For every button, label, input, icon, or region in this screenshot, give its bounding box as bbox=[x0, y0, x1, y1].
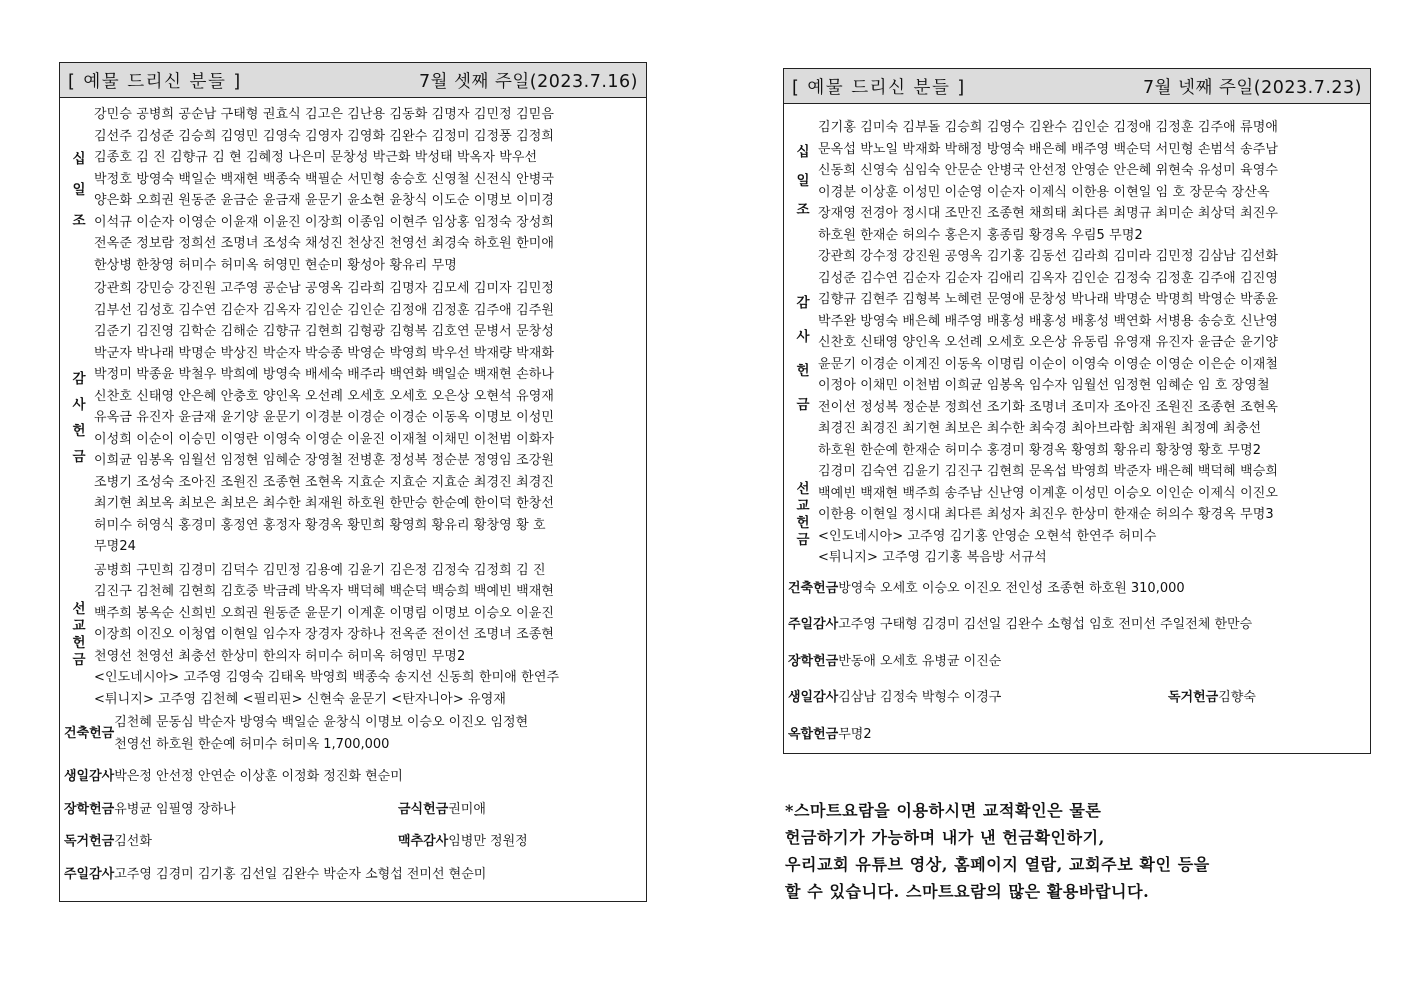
notice-line-4: 할 수 있습니다. 스마트요람의 많은 활용바랍니다. bbox=[785, 882, 1150, 901]
panel-title: [ 예물 드리신 분들 ] bbox=[792, 77, 966, 98]
elderly-names: 김선화 bbox=[114, 834, 152, 849]
notice-line-2: 헌금하기가 가능하며 내가 낸 헌금확인하기, bbox=[785, 828, 1105, 847]
offering-list-week3 bbox=[59, 62, 647, 902]
scholarship-fasting-row bbox=[64, 799, 642, 821]
tithe-names: 김기홍 김미숙 김부돌 김승희 김영수 김완수 김인순 김정애 김정훈 김주애 류명애 문옥섭 박노일 박재화 박해정 방영숙 배은혜 배주영 백순덕 서민형 손범석 송주남 신동희 신영숙 심임숙 안문순 안병국 안선정 안영순 안은혜 위현숙 유성미 육영수 이경분 이상훈 이성민 이순영 이순자 이제식 이한용 이현일 임 호 장문숙 장산옥 장재영 전경아 정시대 조만진 조종현 채희태 최다른 최명규 최미순 최상덕 최진우 하호원 한재순 허의수 홍은지 홍종림 황경옥 우림5 무명2 bbox=[818, 120, 1279, 243]
notice-line-3: 우리교회 유튜브 영상, 홈페이지 열람, 교회주보 확인 등을 bbox=[785, 855, 1210, 874]
tithe-label: 십 일 조 bbox=[796, 144, 810, 218]
building-names: 김천혜 문동심 박순자 방영숙 백일순 윤창식 이명보 이승오 이진오 임정현 천영선 하호원 한순예 허미수 허미옥 1,700,000 bbox=[114, 715, 529, 752]
elderly-label: 독거헌금 bbox=[1168, 690, 1219, 705]
elderly-barley-row bbox=[64, 831, 642, 853]
elderly-label: 독거헌금 bbox=[64, 834, 115, 849]
panel-body bbox=[60, 98, 646, 885]
offering-list-week4 bbox=[783, 68, 1371, 754]
tithe-label: 십 일 조 bbox=[72, 150, 86, 229]
birthday-label: 생일감사 bbox=[64, 769, 115, 784]
building-label: 건축헌금 bbox=[64, 725, 115, 741]
tithe-names: 강민승 공병희 공순남 구태형 권효식 김고은 김난용 김동화 김명자 김민정 김믿음 김선주 김성준 김승희 김영민 김영숙 김영자 김영화 김완수 김정미 김정풍 김정희 김종호 김 진 김향규 김 현 김혜정 나은미 문창성 박근화 박성태 박옥자 박우선 박정호 방영숙 백일순 백재현 백종숙 백필순 서민형 송승호 신영철 신전식 안병국 양은화 오희권 원동준 윤금순 윤금재 윤문기 윤소현 윤창식 이도순 이명보 이미경 이석규 이순자 이영순 이윤재 이윤진 이장희 이종임 이현주 임상홍 임정숙 장성희 전옥준 정보람 정희선 조명녀 조성숙 채성진 천상진 천영선 최경숙 하호원 한미애 한상병 한창영 허미수 허미옥 허영민 현순미 황성아 황유리 무명 bbox=[94, 107, 555, 273]
scholarship-names: 유병균 임필영 장하나 bbox=[114, 801, 236, 817]
building-row bbox=[64, 712, 642, 755]
panel-date: 7월 셋째 주일(2023.7.16) bbox=[418, 71, 638, 92]
thanks-names: 강관희 강수정 강진원 공영옥 김기홍 김동선 김라희 김미라 김민정 김삼남 김선화 김성준 김수연 김순자 김순자 김애리 김옥자 김인순 김정숙 김정훈 김주애 김진영 김향규 김현주 김형복 노혜련 문영애 문창성 박나래 박명순 박명희 박영순 박종윤 박주완 방영숙 배은혜 배주영 배홍성 배홍성 배홍성 백연화 서병용 송승호 신난영 신찬호 신태영 양인옥 오선례 오세호 오은상 유동림 유영재 유진자 윤금순 윤기양 윤문기 이경순 이계진 이동옥 이명림 이순이 이영숙 이영순 이영순 이은순 이재철 이정아 이채민 이천범 이희균 임봉옥 임수자 임월선 임정현 임혜순 임 호 장영철 전이선 정성복 정순분 정희선 조기화 조명녀 조미자 조아진 조원진 조종현 조현옥 최경진 최경진 최기현 최보은 최수한 최숙경 최아브라함 최재원 최정예 최충선 하호원 한순예 한재순 허미수 홍경미 황경옥 황영희 황유리 황창영 황호 무명2 bbox=[818, 249, 1279, 458]
birthday-names: 박은정 안선정 안연순 이상훈 이정화 정진화 현순미 bbox=[114, 769, 403, 784]
thanks-section bbox=[788, 246, 1366, 461]
sunday-names: 고주영 구태형 김경미 김선일 김완수 소형섭 임호 전미선 주일전체 한만승 bbox=[838, 617, 1253, 632]
sunday-row bbox=[64, 864, 642, 886]
building-row bbox=[788, 578, 1366, 600]
mission-label: 선 교 헌 금 bbox=[796, 480, 810, 548]
panel-header bbox=[784, 69, 1370, 104]
mission-section bbox=[788, 461, 1366, 569]
fasting-names: 권미애 bbox=[448, 801, 486, 817]
sunday-names: 고주영 김경미 김기홍 김선일 김완수 박순자 소형섭 전미선 현순미 bbox=[114, 866, 487, 882]
smart-yoram-notice bbox=[785, 797, 1325, 905]
thanks-section bbox=[64, 278, 642, 558]
panel-header bbox=[60, 63, 646, 98]
mission-names: 공병희 구민희 김경미 김덕수 김민정 김용예 김윤기 김은정 김정숙 김정희 김 진 김진구 김천혜 김현희 김호중 박금례 박옥자 백덕혜 백순덕 백승희 백예빈 백재현 백주희 봉옥순 신희빈 오희권 원동준 윤문기 이계훈 이명림 이명보 이승오 이윤진 이장희 이진오 이청엽 이현일 임수자 장경자 장하나 전옥준 전이선 조명녀 조종현 천영선 천영선 최충선 한상미 한의자 허미수 허미옥 허영민 무명2 <인도네시아> 고주영 김영숙 김태옥 박영희 백종숙 송지선 신동희 한미애 한연주 <튀니지> 고주영 김천혜 <필리핀> 신현숙 윤문기 <탄자니아> 유영재 bbox=[94, 562, 560, 707]
tithe-section bbox=[64, 104, 642, 276]
scholarship-label: 장학헌금 bbox=[788, 653, 839, 669]
sunday-label: 주일감사 bbox=[788, 617, 839, 632]
fasting-label: 금식헌금 bbox=[398, 801, 449, 817]
tithe-section bbox=[788, 117, 1366, 246]
thanks-label: 감 사 헌 금 bbox=[796, 294, 810, 413]
okhap-label: 옥합헌금 bbox=[788, 726, 839, 742]
scholarship-label: 장학헌금 bbox=[64, 801, 115, 817]
panel-date: 7월 넷째 주일(2023.7.23) bbox=[1142, 77, 1362, 98]
mission-section bbox=[64, 560, 642, 711]
sunday-label: 주일감사 bbox=[64, 866, 115, 882]
barley-names: 임병만 정원정 bbox=[448, 834, 528, 849]
sunday-row bbox=[788, 614, 1366, 636]
okhap-row bbox=[788, 724, 1366, 746]
birthday-label: 생일감사 bbox=[788, 690, 839, 705]
elderly-names: 김향숙 bbox=[1218, 690, 1256, 705]
panel-body bbox=[784, 104, 1370, 745]
birthday-names: 김삼남 김정숙 박형수 이경구 bbox=[838, 690, 1002, 705]
thanks-label: 감 사 헌 금 bbox=[72, 370, 86, 465]
scholarship-row bbox=[788, 651, 1366, 673]
mission-names: 김경미 김숙연 김윤기 김진구 김현희 문옥섭 박영희 박준자 배은혜 백덕혜 백승희 백예빈 백재현 백주희 송주남 신난영 이계훈 이성민 이승오 이인순 이제식 이진오 이한용 이현일 정시대 최다른 최성자 최진우 한상미 한재순 허의수 황경옥 무명3 <인도네시아> 고주영 김기홍 안영순 오현석 한연주 허미수 <튀니지> 고주영 김기홍 복음방 서규석 bbox=[818, 464, 1279, 565]
birthday-row bbox=[64, 766, 642, 788]
barley-label: 맥추감사 bbox=[398, 834, 449, 849]
scholarship-names: 반동애 오세호 유병균 이진순 bbox=[838, 653, 1002, 669]
mission-label: 선 교 헌 금 bbox=[72, 600, 86, 668]
building-label: 건축헌금 bbox=[788, 580, 839, 596]
okhap-names: 무명2 bbox=[838, 726, 872, 742]
notice-line-1: *스마트요람을 이용하시면 교적확인은 물론 bbox=[785, 801, 1102, 820]
thanks-names: 강관희 강민승 강진원 고주영 공순남 공영옥 김라희 김명자 김모세 김미자 김민정 김부선 김성호 김수연 김순자 김옥자 김인순 김인순 김정애 김정훈 김주애 김주원 김준기 김진영 김학순 김해순 김향규 김현희 김형광 김형복 김호연 문병서 문창성 박군자 박나래 박명순 박상진 박순자 박승종 박영순 박영희 박우선 박재량 박재화 박정미 박종윤 박철우 박희예 방영숙 배세숙 배주라 백연화 백일순 백재현 손하나 신찬호 신태영 안은혜 안충호 양인옥 오선례 오세호 오세호 오은상 오현석 유영재 유옥금 유진자 윤금재 윤기양 윤문기 이경분 이경순 이경순 이동옥 이명보 이성민 이성희 이순이 이승민 이영란 이영숙 이영순 이윤진 이재철 이채민 이천범 이화자 이희균 임봉옥 임월선 임정현 임혜순 장영철 전병훈 정성복 정순분 정영임 조강원 조병기 조성숙 조아진 조원진 조종현 조현옥 지효순 지효순 지효순 최경진 최경진 최기현 최보옥 최보은 최보은 최수한 최재원 하호원 한만승 한순예 한이덕 한창선 허미수 허영식 홍경미 홍정연 홍정자 황경옥 황민희 황영희 황유리 황창영 황 호 무명24 bbox=[94, 281, 555, 554]
birthday-elderly-row bbox=[788, 687, 1366, 709]
panel-title: [ 예물 드리신 분들 ] bbox=[68, 71, 242, 92]
building-names: 방영숙 오세호 이승오 이진오 전인성 조종현 하호원 310,000 bbox=[838, 580, 1185, 596]
